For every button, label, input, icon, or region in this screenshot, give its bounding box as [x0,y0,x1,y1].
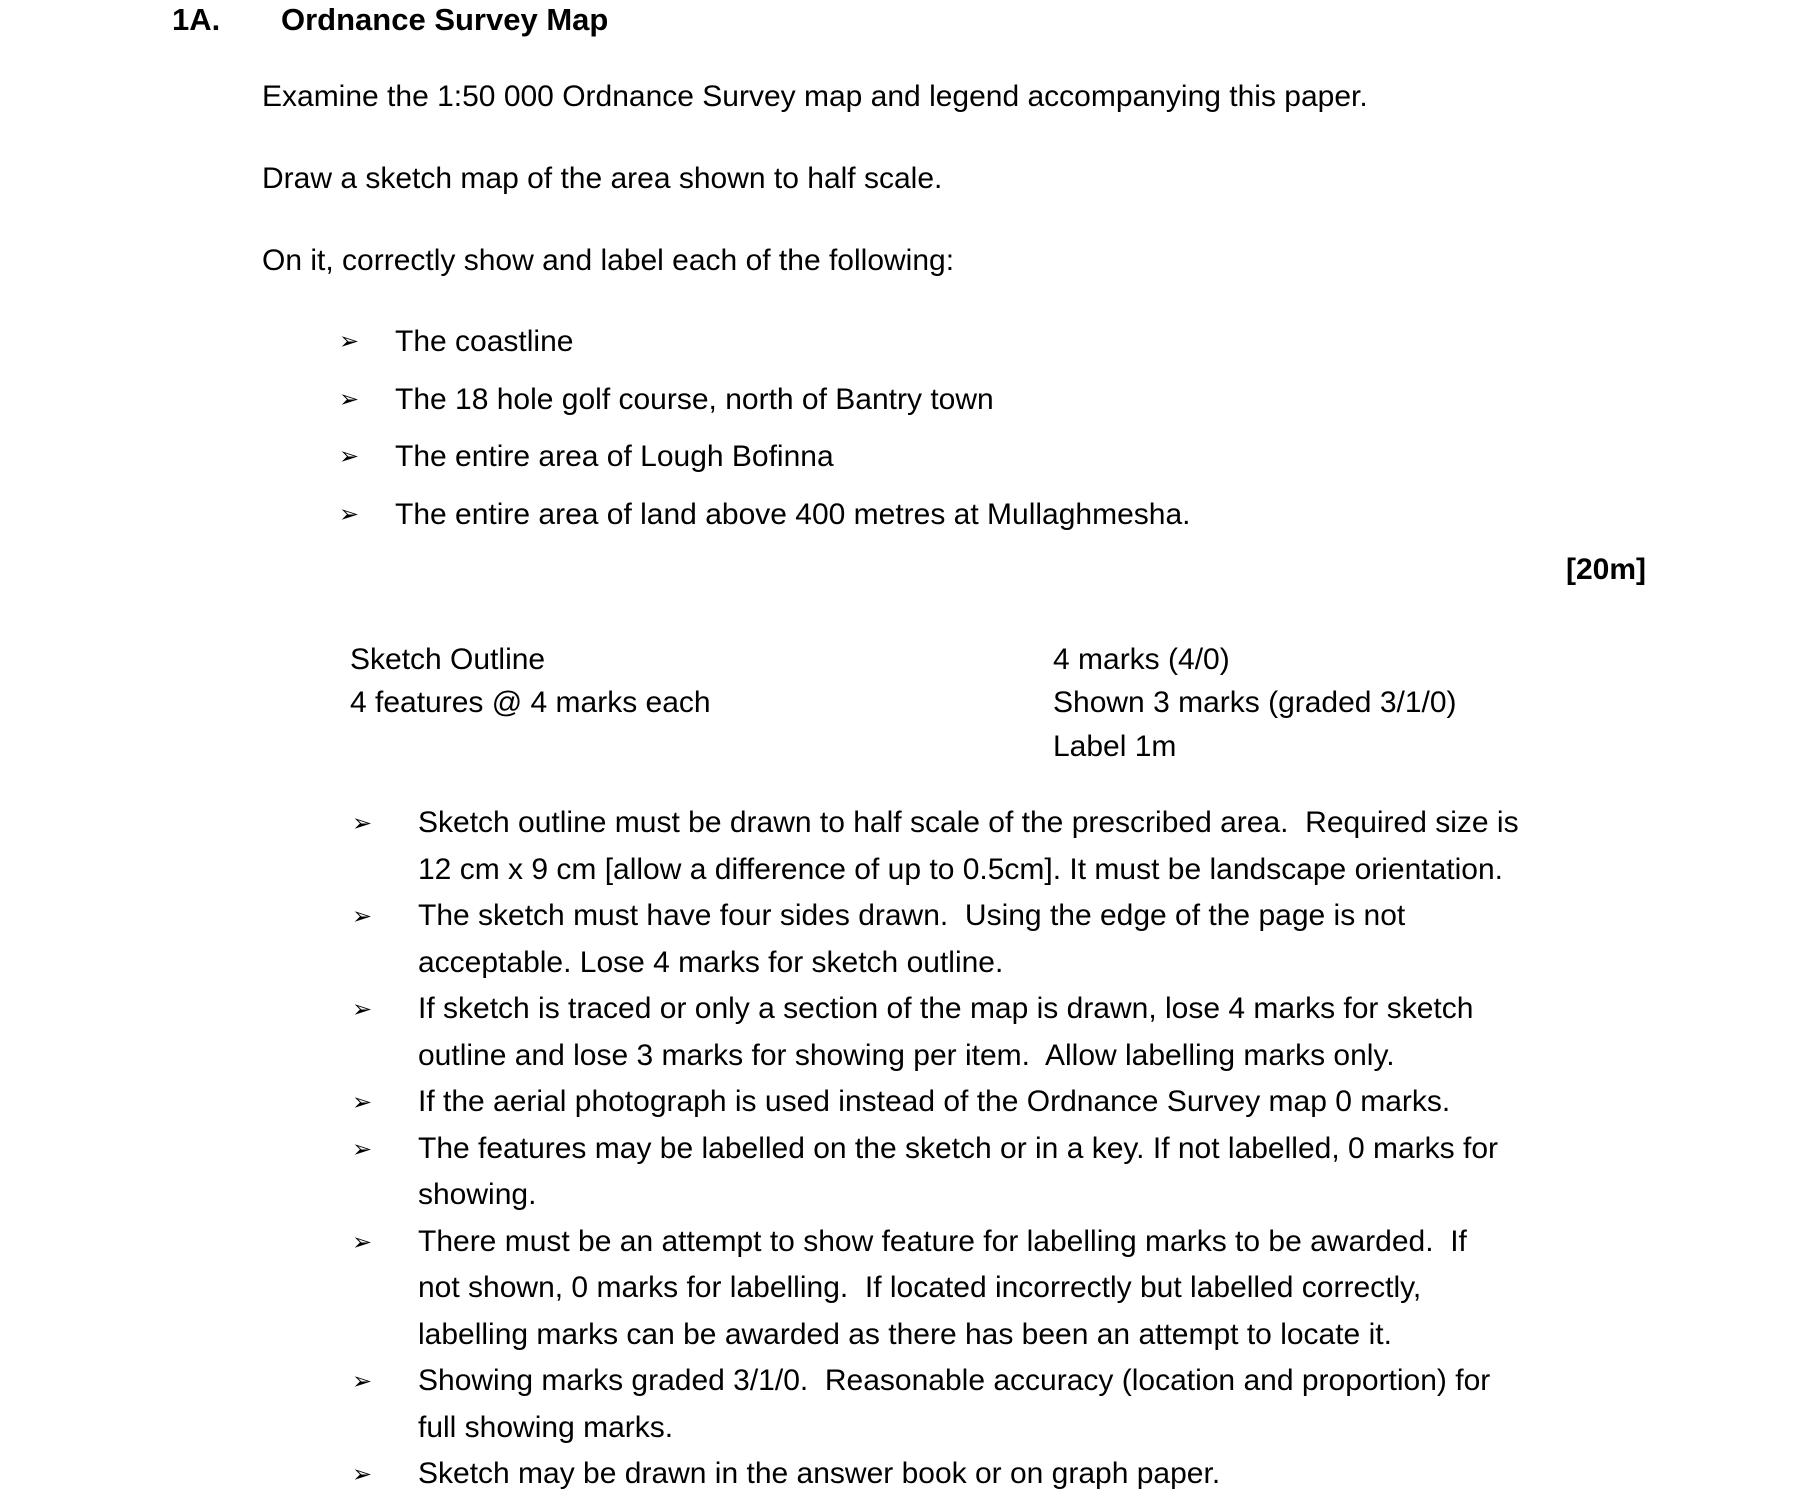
list-item-text: The coastline [395,325,574,358]
guideline-item [0,1219,1519,1359]
guideline-text [418,893,1519,986]
guideline-line: labelling marks can be awarded as there has been an attempt to locate it. [418,1317,1392,1351]
guideline-item [0,893,1519,986]
scheme-cell: Shown 3 marks (graded 3/1/0) [1053,686,1457,720]
guideline-line: The sketch must have four sides drawn. Using the edge of the page is not [418,899,1406,932]
arrow-bullet-icon: ➢ [352,995,373,1023]
guideline-item [0,1358,1519,1451]
guideline-line: acceptable. Lose 4 marks for sketch outline. [418,945,1004,979]
guideline-text [418,1079,1519,1126]
guidelines-list [0,800,1519,1498]
guideline-text [418,1219,1519,1359]
guideline-item [0,1079,1519,1126]
scheme-cell: Label 1m [1053,729,1177,763]
guideline-text [418,800,1519,893]
question-number: 1A. [172,2,221,37]
arrow-bullet-icon: ➢ [352,1367,373,1395]
guideline-item [0,1126,1519,1219]
guideline-line: outline and lose 3 marks for showing per item. Allow labelling marks only. [418,1038,1395,1072]
intro-paragraph: On it, correctly show and label each of the following: [262,244,955,277]
guideline-text [418,1126,1519,1219]
guideline-text [418,1451,1519,1498]
arrow-bullet-icon: ➢ [352,809,373,837]
guideline-line: The features may be labelled on the sketch or in a key. If not labelled, 0 marks for [418,1131,1499,1165]
guideline-item [0,986,1519,1079]
list-item-text: The 18 hole golf course, north of Bantry town [395,382,994,416]
list-item-text: The entire area of land above 400 metres at Mullaghmesha. [395,497,1191,531]
marks-total: [20m] [1565,553,1646,586]
guideline-text [418,986,1519,1079]
arrow-bullet-icon: ➢ [352,1460,373,1488]
guideline-line: not shown, 0 marks for labelling. If located incorrectly but labelled correctly, [418,1271,1422,1304]
guideline-line: 12 cm x 9 cm [allow a difference of up to 0.5cm]. It must be landscape orientation. [418,852,1504,886]
scheme-cell: Sketch Outline [350,643,546,676]
guideline-text [418,1358,1519,1451]
arrow-bullet-icon: ➢ [352,902,373,930]
page-title: Ordnance Survey Map [281,2,609,37]
guideline-line: Showing marks graded 3/1/0. Reasonable accuracy (location and proportion) for [418,1364,1491,1397]
intro-paragraph: Draw a sketch map of the area shown to half scale. [262,162,943,195]
guideline-line: full showing marks. [418,1410,674,1444]
scheme-cell: 4 features @ 4 marks each [350,686,711,720]
guideline-line: Sketch may be drawn in the answer book or on graph paper. [418,1457,1221,1490]
guideline-line: If sketch is traced or only a section of the map is drawn, lose 4 marks for sketch [418,992,1474,1025]
arrow-bullet-icon: ➢ [352,1134,373,1163]
intro-paragraph: Examine the 1:50 000 Ordnance Survey map and legend accompanying this paper. [262,80,1368,113]
arrow-bullet-icon: ➢ [352,1227,373,1256]
guideline-line: showing. [418,1178,537,1211]
marking-scheme-table [350,638,1457,768]
list-item-text: The entire area of Lough Bofinna [395,440,834,473]
question-heading [172,2,608,38]
guideline-item [0,1451,1519,1498]
scheme-cell: 4 marks (4/0) [1053,643,1230,676]
guideline-item [0,800,1519,893]
guideline-line: Sketch outline must be drawn to half scale of the prescribed area. Required size is [418,806,1519,839]
scheme-left-column [350,638,1053,768]
guideline-line: There must be an attempt to show feature for labelling marks to be awarded. If [418,1224,1467,1258]
arrow-bullet-icon: ➢ [339,384,360,413]
arrow-bullet-icon: ➢ [339,499,360,528]
arrow-bullet-icon: ➢ [339,327,360,355]
scheme-right-column [1053,638,1457,768]
arrow-bullet-icon: ➢ [339,442,360,470]
guideline-line: If the aerial photograph is used instead of the Ordnance Survey map 0 marks. [418,1085,1451,1118]
arrow-bullet-icon: ➢ [352,1088,373,1116]
